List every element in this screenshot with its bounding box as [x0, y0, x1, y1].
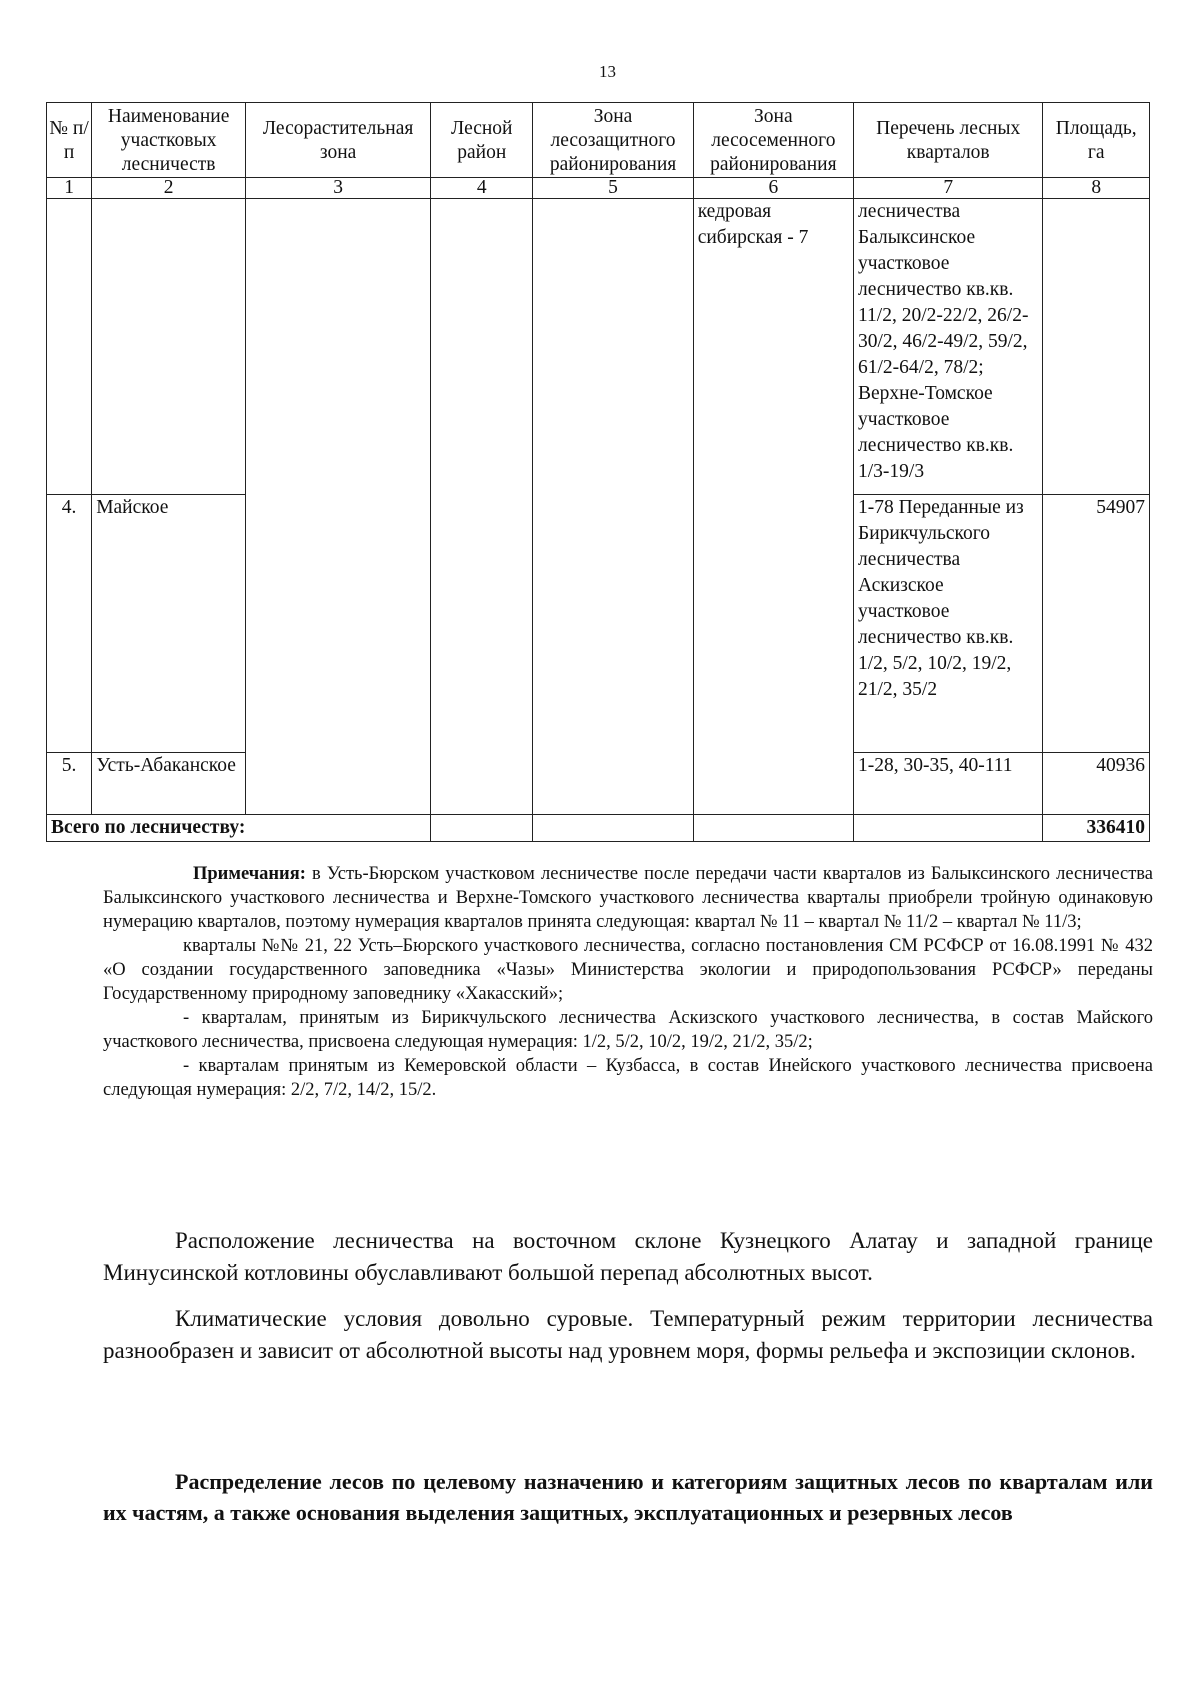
cell-forest-district — [431, 199, 533, 815]
cell-area: 54907 — [1043, 495, 1150, 753]
header-area: Площадь, га — [1043, 103, 1150, 178]
header-quarters: Перечень лесных кварталов — [854, 103, 1043, 178]
notes-label: Примечания: — [193, 864, 306, 884]
paragraph-climate: Климатические условия довольно суровые. Температурный режим территории лесничества разнообразен и зависит от абсолютной высоты над уровнем моря, формы рельефа и экспозиции склонов. — [103, 1306, 1153, 1363]
cell-protection-zone — [533, 199, 693, 815]
cell-quarters: лесничества Балыксинское участковое лесничество кв.кв. 11/2, 20/2-22/2, 26/2-30/2, 46/2-49/2, 59/2, 61/2-64/2, 78/2; Верхне-Томское участковое лесничество кв.кв. 1/3-19/3 — [854, 199, 1043, 495]
column-number: 1 — [47, 178, 92, 199]
column-number: 5 — [533, 178, 693, 199]
cell-name — [92, 199, 246, 495]
column-number: 6 — [693, 178, 853, 199]
cell-num — [47, 199, 92, 495]
note-4: - кварталам принятым из Кемеровской области – Кузбасса, в состав Инейского участкового лесничества присвоена следующая нумерация: 2/2, 7/2, 14/2, 15/2. — [103, 1056, 1153, 1100]
cell-quarters — [854, 815, 1043, 842]
header-vegetation-zone: Лесорастительная зона — [246, 103, 431, 178]
column-number: 4 — [431, 178, 533, 199]
header-forest-district: Лесной район — [431, 103, 533, 178]
page-number: 13 — [599, 62, 616, 81]
notes — [103, 862, 1153, 1102]
column-number: 2 — [92, 178, 246, 199]
cell-quarters: 1-78 Переданные из Бирикчульского лесничества Аскизское участковое лесничество кв.кв. 1/2, 5/2, 10/2, 19/2, 21/2, 35/2 — [854, 495, 1043, 753]
cell-num: 5. — [47, 753, 92, 815]
column-number-row — [47, 178, 1150, 199]
cell-name: Майское — [92, 495, 246, 753]
total-value: 336410 — [1043, 815, 1150, 842]
body-text — [103, 1225, 1153, 1381]
section-heading-text: Распределение лесов по целевому назначению и категориям защитных лесов по кварталам или их частям, а также основания выделения защитных, эксплуатационных и резервных лесов — [103, 1469, 1153, 1525]
header-seed-zone: Зона лесосеменного районирования — [693, 103, 853, 178]
note-2: кварталы №№ 21, 22 Усть–Бюрского участкового лесничества, согласно постановления СМ РСФСР от 16.08.1991 № 432 «О создании государственного заповедника «Чазы» Министерства экологии и природопользования РСФСР» переданы Государственному природному заповеднику «Хакасский»; — [103, 936, 1153, 1004]
cell-forest-district — [431, 815, 533, 842]
note-1-text: в Усть-Бюрском участковом лесничестве после передачи части кварталов из Балыксинского лесничества Балыксинского участкового лесничества и Верхне-Томского участкового лесничества кварталы приобрели тройную одинаковую нумерацию кварталов, поэтому нумерация кварталов принята следующая: квартал № 11 – квартал № 11/2 – квартал № 11/3; — [103, 864, 1154, 932]
section-heading — [103, 1466, 1153, 1528]
header-name: Наименование участковых лесничеств — [92, 103, 246, 178]
cell-name: Усть-Абаканское — [92, 753, 246, 815]
forestry-table — [46, 102, 1150, 842]
total-label: Всего по лесничеству: — [47, 815, 431, 842]
cell-num: 4. — [47, 495, 92, 753]
column-number: 8 — [1043, 178, 1150, 199]
total-row — [47, 815, 1150, 842]
cell-seed-zone — [693, 815, 853, 842]
table-row-continuation — [47, 199, 1150, 495]
table-header-row — [47, 103, 1150, 178]
cell-area: 40936 — [1043, 753, 1150, 815]
cell-protection-zone — [533, 815, 693, 842]
header-protection-zone: Зона лесозащитного районирования — [533, 103, 693, 178]
note-3: - кварталам, принятым из Бирикчульского лесничества Аскизского участкового лесничества, в состав Майского участкового лесничества, присвоена следующая нумерация: 1/2, 5/2, 10/2, 19/2, 21/2, 35/2; — [103, 1008, 1153, 1052]
column-number: 3 — [246, 178, 431, 199]
cell-vegetation-zone — [246, 199, 431, 815]
column-number: 7 — [854, 178, 1043, 199]
cell-area — [1043, 199, 1150, 495]
paragraph-location: Расположение лесничества на восточном склоне Кузнецкого Алатау и западной границе Минусинской котловины обуславливают большой перепад абсолютных высот. — [103, 1228, 1153, 1285]
cell-quarters: 1-28, 30-35, 40-111 — [854, 753, 1043, 815]
header-num: № п/п — [47, 103, 92, 178]
cell-seed-zone: кедровая сибирская - 7 — [693, 199, 853, 815]
note-1 — [103, 862, 1153, 934]
